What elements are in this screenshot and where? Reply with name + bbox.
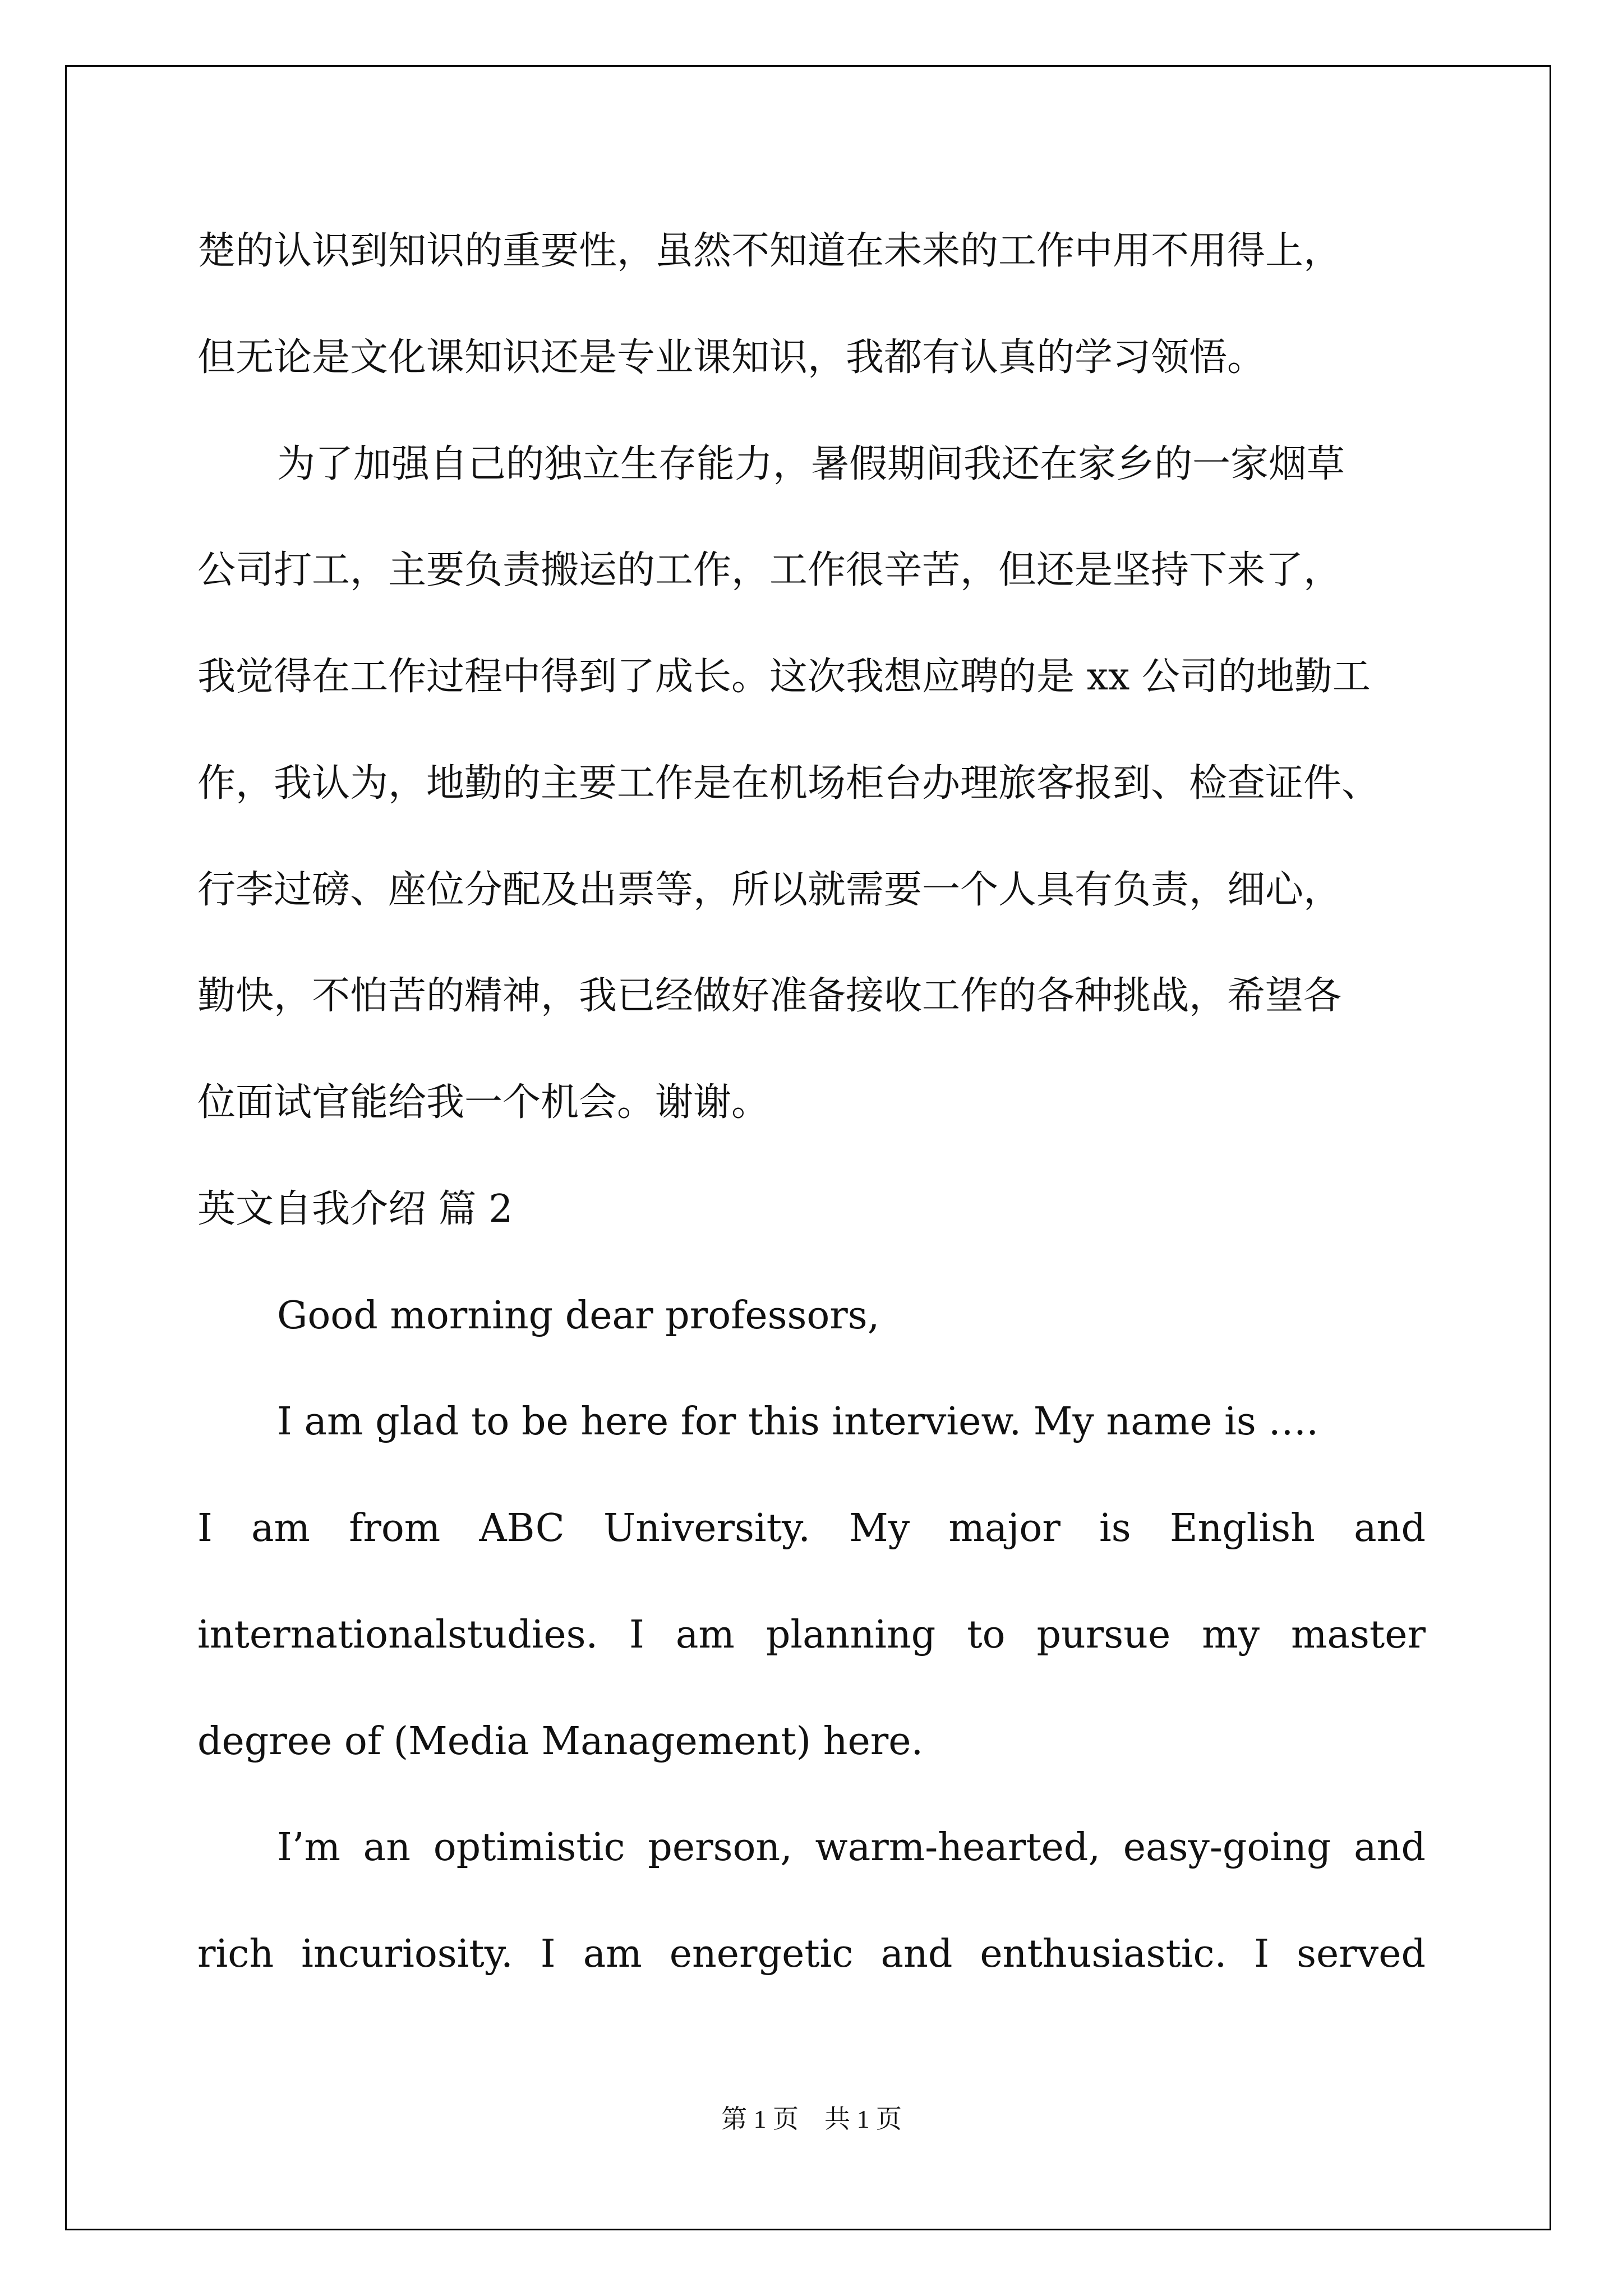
text-line: rich incuriosity. I am energetic and enthusiastic. I served (197, 1932, 1426, 1976)
text-line: 行李过磅、座位分配及出票等，所以就需要一个人具有负责，细心， (197, 868, 1342, 912)
text-line: 勤快，不怕苦的精神，我已经做好准备接收工作的各种挑战，希望各 (197, 974, 1342, 1018)
text-line: I am from ABC University. My major is English and (197, 1506, 1426, 1550)
text-line: 位面试官能给我一个机会。谢谢。 (197, 1080, 770, 1125)
text-line: degree of (Media Management) here. (197, 1719, 924, 1764)
page-border (65, 65, 1551, 2230)
text-line: 楚的认识到知识的重要性，虽然不知道在未来的工作中用不用得上， (197, 229, 1342, 273)
text-line: 我觉得在工作过程中得到了成长。这次我想应聘的是 xx 公司的地勤工 (197, 655, 1371, 699)
paragraph-start-line: I’m an optimistic person, warm-hearted, easy-going and (277, 1825, 1426, 1870)
page-number-footer: 第 1 页 共 1 页 (721, 2105, 902, 2133)
text-line: internationalstudies. I am planning to pursue my master (197, 1613, 1426, 1657)
paragraph-start-line: 为了加强自己的独立生存能力，暑假期间我还在家乡的一家烟草 (277, 442, 1345, 486)
paragraph-start-line: I am glad to be here for this interview. My name is …. (277, 1400, 1318, 1444)
paragraph-start-line: Good morning dear professors, (277, 1294, 880, 1338)
text-line: 但无论是文化课知识还是专业课知识，我都有认真的学习领悟。 (197, 335, 1266, 380)
section-heading: 英文自我介绍 篇 2 (197, 1187, 513, 1231)
text-line: 作，我认为，地勤的主要工作是在机场柜台办理旅客报到、检查证件、 (197, 761, 1380, 806)
text-line: 公司打工，主要负责搬运的工作，工作很辛苦，但还是坚持下来了， (197, 548, 1342, 592)
